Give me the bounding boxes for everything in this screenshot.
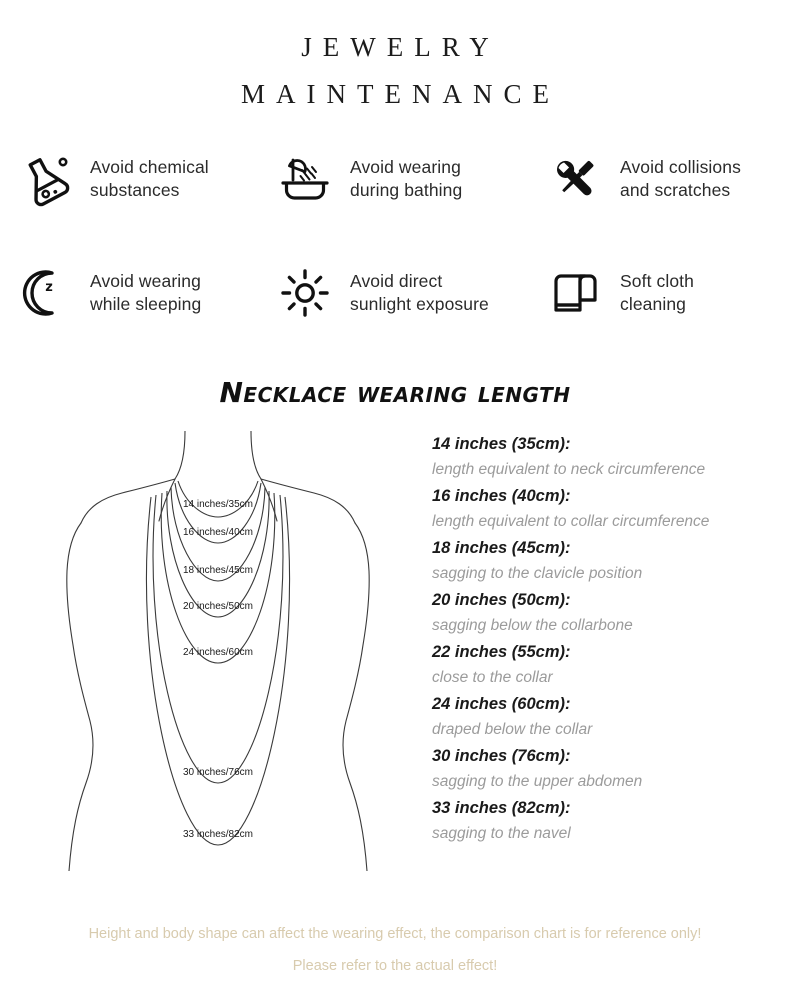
- length-entry-main: 30 inches (76cm):: [432, 747, 571, 765]
- care-item-label: [90, 270, 201, 316]
- length-entry-main: 33 inches (82cm):: [432, 799, 571, 817]
- chain-label-24: 24 inches/60cm: [182, 647, 254, 658]
- footer-line-2: Please refer to the actual effect!: [292, 958, 498, 974]
- moon-sleep-icon: [14, 262, 76, 324]
- chain-label-33: 33 inches/82cm: [182, 829, 254, 840]
- folded-towel-icon: [544, 262, 606, 324]
- care-item-label: [620, 270, 694, 316]
- care-item-collisions: [544, 148, 790, 210]
- care-item-sleeping: [14, 262, 274, 324]
- care-item-label: [90, 156, 209, 202]
- page-title: [0, 0, 790, 118]
- care-label-line-2: while sleeping: [90, 294, 202, 314]
- care-label-line-1: Avoid chemical: [90, 157, 209, 177]
- shower-bathtub-icon: [274, 148, 336, 210]
- page-title-line-1: JEWELRY: [301, 32, 500, 62]
- necklace-length-list: [432, 431, 782, 847]
- care-label-line-1: Avoid direct: [350, 271, 443, 291]
- chain-label-30: 30 inches/76cm: [182, 767, 254, 778]
- length-entry-main: 16 inches (40cm):: [432, 487, 571, 505]
- length-entry-sub: length equivalent to collar circumference: [432, 513, 710, 530]
- care-label-line-2: cleaning: [620, 294, 686, 314]
- length-entry-main: 22 inches (55cm):: [432, 643, 571, 661]
- length-entry-sub: draped below the collar: [432, 721, 593, 738]
- wrench-screwdriver-icon: [544, 148, 606, 210]
- footer-disclaimer: [0, 918, 790, 982]
- length-entry-main: 20 inches (50cm):: [432, 591, 571, 609]
- length-entry-sub: length equivalent to neck circumference: [432, 461, 706, 478]
- care-label-line-1: Avoid collisions: [620, 157, 741, 177]
- care-item-label: [620, 156, 741, 202]
- care-item-bathing: [274, 148, 544, 210]
- length-entry-main: 24 inches (60cm):: [432, 695, 571, 713]
- length-entry-main: 14 inches (35cm):: [432, 435, 571, 453]
- length-entry-sub: close to the collar: [432, 669, 553, 686]
- care-item-chemical: [14, 148, 274, 210]
- length-entry-sub: sagging to the clavicle position: [432, 565, 643, 582]
- care-label-line-1: Avoid wearing: [90, 271, 201, 291]
- chain-label-16: 16 inches/40cm: [182, 527, 254, 538]
- length-entry-sub: sagging to the navel: [432, 825, 571, 842]
- necklace-length-section: [0, 431, 790, 871]
- page-title-line-2: MAINTENANCE: [241, 79, 560, 109]
- care-item-cloth: [544, 262, 790, 324]
- care-item-label: [350, 270, 489, 316]
- care-item-sunlight: [274, 262, 544, 324]
- length-entry-sub: sagging below the collarbone: [432, 617, 633, 634]
- care-instructions-grid: [0, 148, 790, 324]
- footer-line-1: Height and body shape can affect the wearing effect, the comparison chart is for reference only!: [88, 926, 702, 942]
- care-label-line-2: substances: [90, 180, 180, 200]
- chain-label-14: 14 inches/35cm: [182, 499, 254, 510]
- chain-label-18: 18 inches/45cm: [182, 565, 254, 576]
- care-item-label: [350, 156, 462, 202]
- care-label-line-2: during bathing: [350, 180, 463, 200]
- care-label-line-2: sunlight exposure: [350, 294, 489, 314]
- length-entry-main: 18 inches (45cm):: [432, 539, 571, 557]
- chemical-flask-icon: [14, 148, 76, 210]
- sun-icon: [274, 262, 336, 324]
- care-label-line-2: and scratches: [620, 180, 731, 200]
- care-label-line-1: Avoid wearing: [350, 157, 461, 177]
- care-label-line-1: Soft cloth: [620, 271, 694, 291]
- chain-label-20: 20 inches/50cm: [182, 601, 254, 612]
- length-entry-sub: sagging to the upper abdomen: [432, 773, 643, 790]
- torso-necklace-diagram: [28, 431, 408, 871]
- necklace-length-heading: Necklace wearing length: [219, 376, 571, 409]
- svg-text:z: z: [45, 280, 53, 295]
